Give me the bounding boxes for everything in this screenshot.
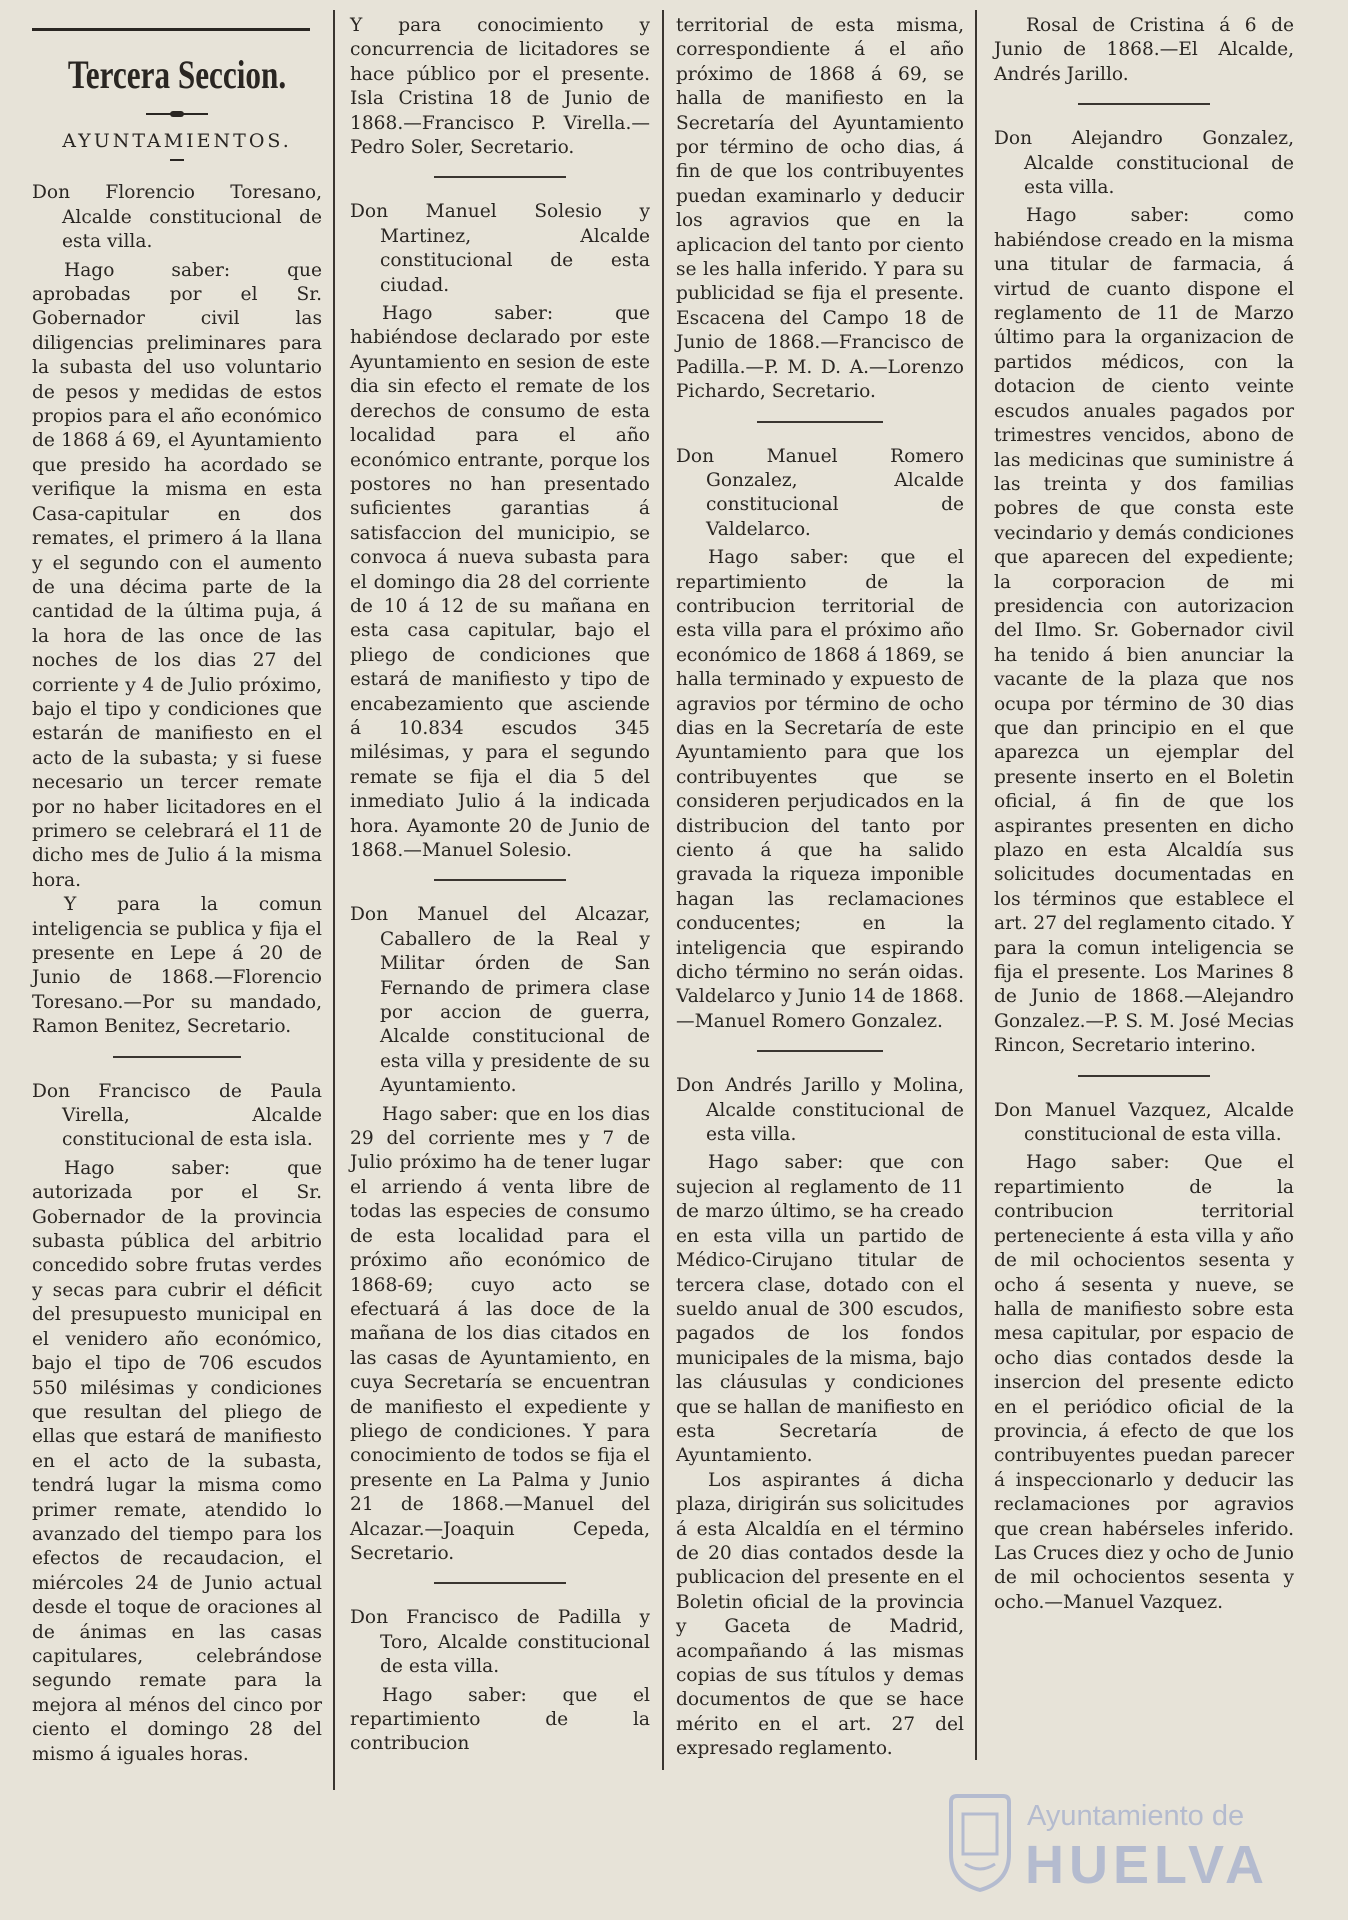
notice-divider [434,1582,566,1584]
ornament-divider [146,111,208,117]
column-rule-2 [662,10,664,1770]
column-4 [994,14,1294,1615]
notice-paragraph: Hago saber: como habiéndose creado en la misma una titular de farmacia, á virtud de cuanto dispone el reglamento de 11 de Marzo último para la organizacion de partidos médicos, con la dotacion de ciento veinte escudos anuales pagados por trimestres vencidos, abono de las medicinas que suministre á las treinta y dos familias pobres de que consta este vecindario y demás condiciones que aparecen del expediente; la corporacion de mi presidencia con autorizacion del Ilmo. Sr. Gobernador civil ha tenido á bien anunciar la vacante de la plaza que nos ocupa por término de 30 dias que dan principio en el que aparezca un ejemplar del presente inserto en el Boletin oficial, á fin de que los aspirantes presenten en dicho plazo en esta Alcaldía sus solicitudes documentadas en los términos que establece el art. 27 del reglamento citado. Y para la comun inteligencia se fija el presente. Los Marines 8 de Junio de 1868.—Alejandro Gonzalez.—P. S. M. José Mecias Rincon, Secretario interino. [994,205,1294,1057]
notice-paragraph: territorial de esta misma, correspondiente á el año próximo de 1868 á 69, se halla de manifiesto en la Secretaría del Ayuntamiento por término de ocho dias, á fin de que los contribuyentes puedan examinarlo y deducir los agravios que en la aplicacion del tanto por ciento se les halla inferido. Y para su publicidad se fija el presente. Escacena del Campo 18 de Junio de 1868.—Francisco de Padilla.—P. M. D. A.—Lorenzo Pichardo, Secretario. [676,15,964,403]
watermark-line-1: Ayuntamiento de [1027,1800,1245,1832]
notice-heading: Don Manuel Solesio y Martinez, Alcalde constitucional de esta ciudad. [350,201,650,296]
notice-divider [113,1056,241,1058]
column-2 [350,14,650,1757]
column-1 [32,14,322,1767]
subtitle-rule [170,159,184,161]
section-title: Tercera Seccion. [67,52,287,97]
notice-paragraph: Y para la comun inteligencia se publica y fija el presente en Lepe á 20 de Junio de 1868.—Florencio Toresano.—Por su mandado, Ramon Benitez, Secretario. [32,894,322,1038]
notice-heading: Don Manuel del Alcazar, Caballero de la Real y Militar órden de San Fernando de primera clase por accion de guerra, Alcalde constitucional de esta villa y presidente de su Ayuntamiento. [350,904,650,1097]
notice-divider [757,1050,884,1052]
notice-paragraph: Rosal de Cristina á 6 de Junio de 1868.—El Alcalde, Andrés Jarillo. [994,15,1294,85]
column-rule-1 [333,10,335,1790]
notice-heading: Don Alejandro Gonzalez, Alcalde constitucional de esta villa. [994,128,1294,199]
column-3 [676,14,964,1762]
coat-of-arms-icon [945,1792,1015,1892]
notice-paragraph: Hago saber: que autorizada por el Sr. Gobernador de la provincia subasta pública del arbitrio concedido sobre frutas verdes y secas para cubrir el déficit del presupuesto municipal en el venidero año económico, bajo el tipo de 706 escudos 550 milésimas y condiciones que resultan del pliego de ellas que estará de manifiesto en el acto de la subasta, tendrá lugar la misma como primer remate, atendido lo avanzado del tiempo para los efectos de recaudacion, el miércoles 24 de Junio actual desde el toque de oraciones al de ánimas en las casas capitulares, celebrándose segundo remate para la mejora al ménos del cinco por ciento el domingo 28 del mismo á iguales horas. [32,1157,322,1765]
notice-heading: Don Andrés Jarillo y Molina, Alcalde constitucional de esta villa. [676,1075,964,1146]
top-rule [32,28,310,31]
watermark-line-2: HUELVA [1025,1835,1269,1895]
notice-paragraph: Hago saber: que habiéndose declarado por este Ayuntamiento en sesion de este dia sin efecto el remate de los derechos de consumo de esta localidad para el año económico entrante, porque los postores no han presentado suficientes garantias á satisfaccion del municipio, se convoca á nueva subasta para el domingo dia 28 del corriente de 10 á 12 de su mañana en esta casa capitular, bajo el pliego de condiciones que estará de manifiesto y tipo de encabezamiento que asciende á 10.834 escudos 345 milésimas, y para el segundo remate se fija el dia 5 del inmediato Julio á la indicada hora. Ayamonte 20 de Junio de 1868.—Manuel Solesio. [350,303,650,861]
notice-divider [1078,103,1210,105]
notice-heading: Don Francisco de Padilla y Toro, Alcalde constitucional de esta villa. [350,1607,650,1678]
notice-paragraph: Los aspirantes á dicha plaza, dirigirán sus solicitudes á esta Alcaldía en el término de 20 dias contados desde la publicacion del presente en el Boletin oficial de la provincia y Gaceta de Madrid, acompañando á las mismas copias de sus títulos y demas documentos de que se hace mérito en el art. 27 del expresado reglamento. [676,1469,964,1760]
notice-paragraph: Hago saber: que con sujecion al reglamento de 11 de marzo último, se ha creado en esta villa un partido de Médico-Cirujano titular de tercera clase, dotado con el sueldo anual de 300 escudos, pagados de los fondos municipales de la misma, bajo las cláusulas y condiciones que se hallan de manifiesto en esta Secretaría de Ayuntamiento. [676,1152,964,1467]
notice-divider [1078,1075,1210,1077]
column-rule-3 [975,10,977,1760]
notice-heading: Don Manuel Romero Gonzalez, Alcalde constitucional de Valdelarco. [676,445,964,540]
notice-paragraph: Hago saber: que en los dias 29 del corriente mes y 7 de Julio próximo ha de tener lugar el arriendo á venta libre de todas las especies de consumo de esta localidad para el próximo año económico de 1868-69; cuyo acto se efectuará á las doce de la mañana de los dias citados en las casas de Ayuntamiento, en cuya Secretaría se encuentran de manifiesto el expediente y pliego de condiciones. Y para conocimiento de todos se fija el presente en La Palma y Junio 21 de 1868.—Manuel del Alcazar.—Joaquin Cepeda, Secretario. [350,1103,650,1564]
notice-heading: Don Francisco de Paula Virella, Alcalde constitucional de esta isla. [32,1080,322,1151]
notice-paragraph: Hago saber: que aprobadas por el Sr. Gobernador civil las diligencias preliminares para la subasta del uso voluntario de pesos y medidas de estos propios para el año económico de 1868 á 69, el Ayuntamiento que presido ha acordado se verifique la misma en esta Casa-capitular en dos remates, el primero á la llana y el segundo con el aumento de una décima parte de la cantidad de la última puja, á la hora de las once de las noches de los dias 27 del corriente y 4 de Julio próximo, bajo el tipo y condiciones que estarán de manifiesto en el acto de la subasta; y si fuese necesario un tercer remate por no haber licitadores en el primero se celebrará el 11 de dicho mes de Julio á la misma hora. [32,259,322,891]
section-subtitle: AYUNTAMIENTOS. [62,130,292,152]
notice-paragraph: Hago saber: que el repartimiento de la contribucion [350,1684,650,1755]
notice-divider [434,879,566,881]
notice-divider [434,176,566,178]
notice-paragraph: Hago saber: que el repartimiento de la contribucion territorial de esta villa para el próximo año económico de 1868 á 1869, se halla terminado y expuesto de agravios por término de ocho dias en la Secretaría de este Ayuntamiento para que los contribuyentes que se consideren perjudicados en la distribucion del tanto por ciento á que ha salido gravada la riqueza imponible hagan las reclamaciones conducentes; en la inteligencia que espirando dicho término no serán oidas. Valdelarco y Junio 14 de 1868.—Manuel Romero Gonzalez. [676,547,964,1032]
notice-paragraph: Hago saber: Que el repartimiento de la contribucion territorial perteneciente á esta villa y año de mil ochocientos sesenta y ocho á sesenta y nueve, se halla de manifiesto sobre esta mesa capitular, por espacio de ocho dias contados desde la insercion del presente edicto en el periódico oficial de la provincia, á efecto de que los contribuyentes puedan parecer á inspeccionarlo y deducir las reclamaciones por agravios que crean habérseles inferido. Las Cruces diez y ocho de Junio de mil ochocientos sesenta y ocho.—Manuel Vazquez. [994,1152,1294,1613]
notice-paragraph: Y para conocimiento y concurrencia de licitadores se hace público por el presente. Isla Cristina 18 de Junio de 1868.—Francisco P. Virella.—Pedro Soler, Secretario. [350,15,650,159]
notice-heading: Don Manuel Vazquez, Alcalde constitucional de esta villa. [994,1099,1294,1146]
notice-heading: Don Florencio Toresano, Alcalde constitucional de esta villa. [32,182,322,253]
notice-divider [757,421,884,423]
archive-watermark [945,1788,1305,1900]
